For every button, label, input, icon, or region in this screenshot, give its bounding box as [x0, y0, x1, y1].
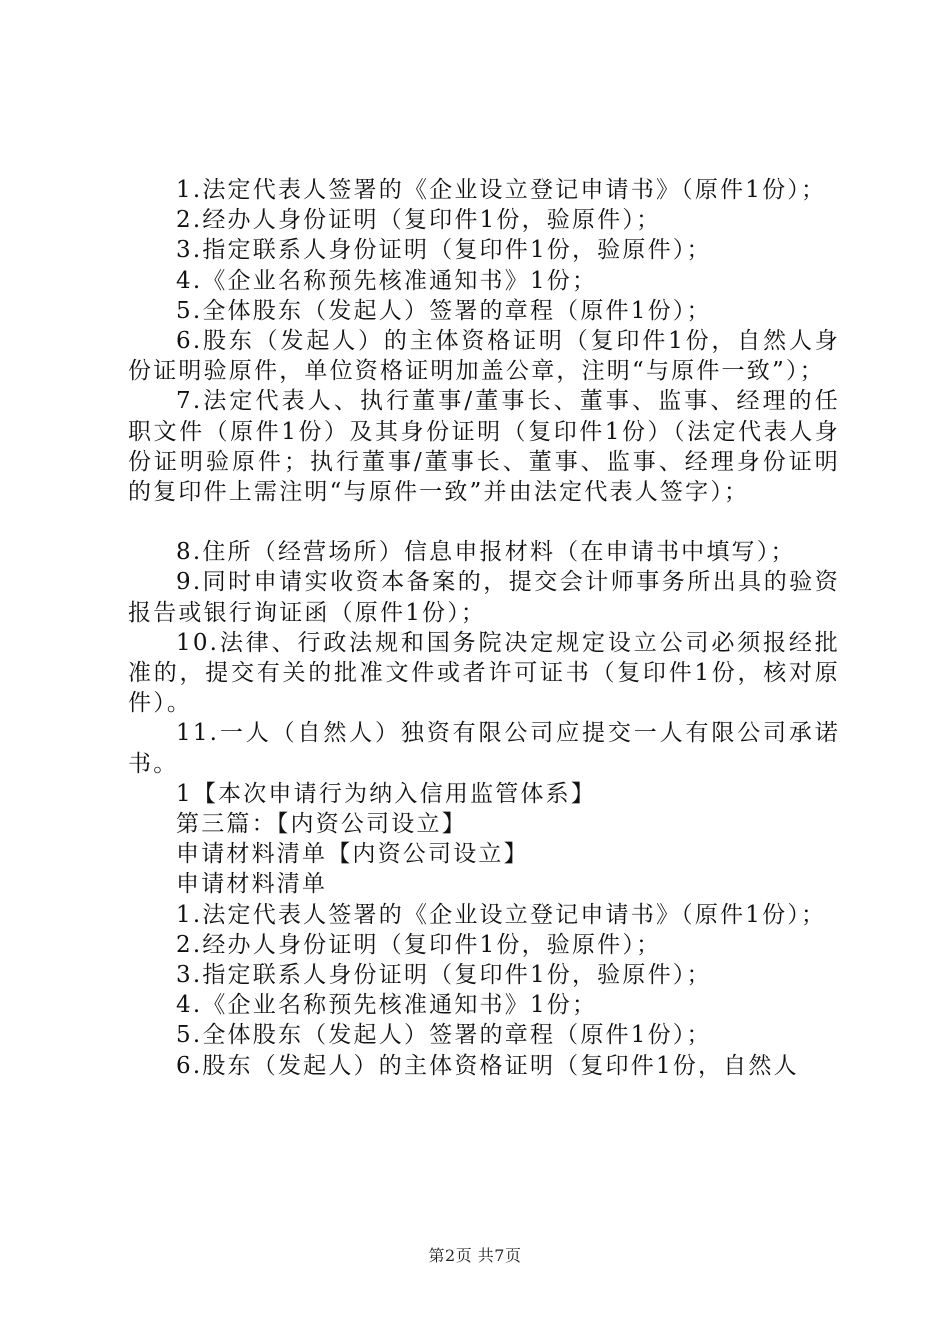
paragraph-item-6: 6.股东（发起人）的主体资格证明（复印件1份，自然人身份证明验原件，单位资格证明加盖公章，注明“与原件一致”）；: [128, 328, 840, 385]
document-body: [128, 175, 840, 1081]
page-number-footer: 第2页 共7页: [428, 1246, 522, 1265]
paragraph-item-9: 9.同时申请实收资本备案的，提交会计师事务所出具的验资报告或银行询证函（原件1份）；: [128, 569, 840, 626]
paragraph-item-7: 7.法定代表人、执行董事/董事长、董事、监事、经理的任职文件（原件1份）及其身份证明（复印件1份）（法定代表人身份证明验原件；执行董事/董事长、董事、监事、经理身份证明的复印件上需注明“与原件一致”并由法定代表人签字）；: [128, 388, 840, 506]
list-title: 申请材料清单【内资公司设立】: [176, 841, 529, 868]
paragraph-item-3-repeat: 3.指定联系人身份证明（复印件1份，验原件）；: [176, 962, 712, 989]
paragraph-item-6-repeat: 6.股东（发起人）的主体资格证明（复印件1份，自然人: [176, 1052, 799, 1079]
paragraph-item-10: 10.法律、行政法规和国务院决定规定设立公司必须报经批准的，提交有关的批准文件或者许可证书（复印件1份，核对原件）。: [128, 629, 840, 717]
paragraph-item-2: 2.经办人身份证明（复印件1份，验原件）；: [176, 207, 662, 234]
paragraph-item-8: 8.住所（经营场所）信息申报材料（在申请书中填写）；: [176, 539, 796, 566]
paragraph-item-5-repeat: 5.全体股东（发起人）签署的章程（原件1份）；: [176, 1022, 712, 1049]
paragraph-item-1: 1.法定代表人签署的《企业设立登记申请书》（原件1份）；: [176, 177, 827, 203]
paragraph-item-5: 5.全体股东（发起人）签署的章程（原件1份）；: [176, 297, 712, 324]
paragraph-item-2-repeat: 2.经办人身份证明（复印件1份，验原件）；: [176, 931, 662, 958]
list-subtitle: 申请材料清单: [176, 871, 328, 898]
section-heading: 第三篇：【内资公司设立】: [176, 811, 467, 838]
paragraph-item-1-repeat: 1.法定代表人签署的《企业设立登记申请书》（原件1份）；: [176, 901, 827, 928]
paragraph-item-11: 11.一人（自然人）独资有限公司应提交一人有限公司承诺书。: [128, 720, 840, 777]
paragraph-item-4-repeat: 4.《企业名称预先核准通知书》1份；: [176, 992, 598, 1019]
paragraph-item-4: 4.《企业名称预先核准通知书》1份；: [176, 267, 598, 294]
paragraph-item-3: 3.指定联系人身份证明（复印件1份，验原件）；: [176, 237, 712, 264]
credit-notice: 1【本次申请行为纳入信用监管体系】: [176, 780, 597, 807]
